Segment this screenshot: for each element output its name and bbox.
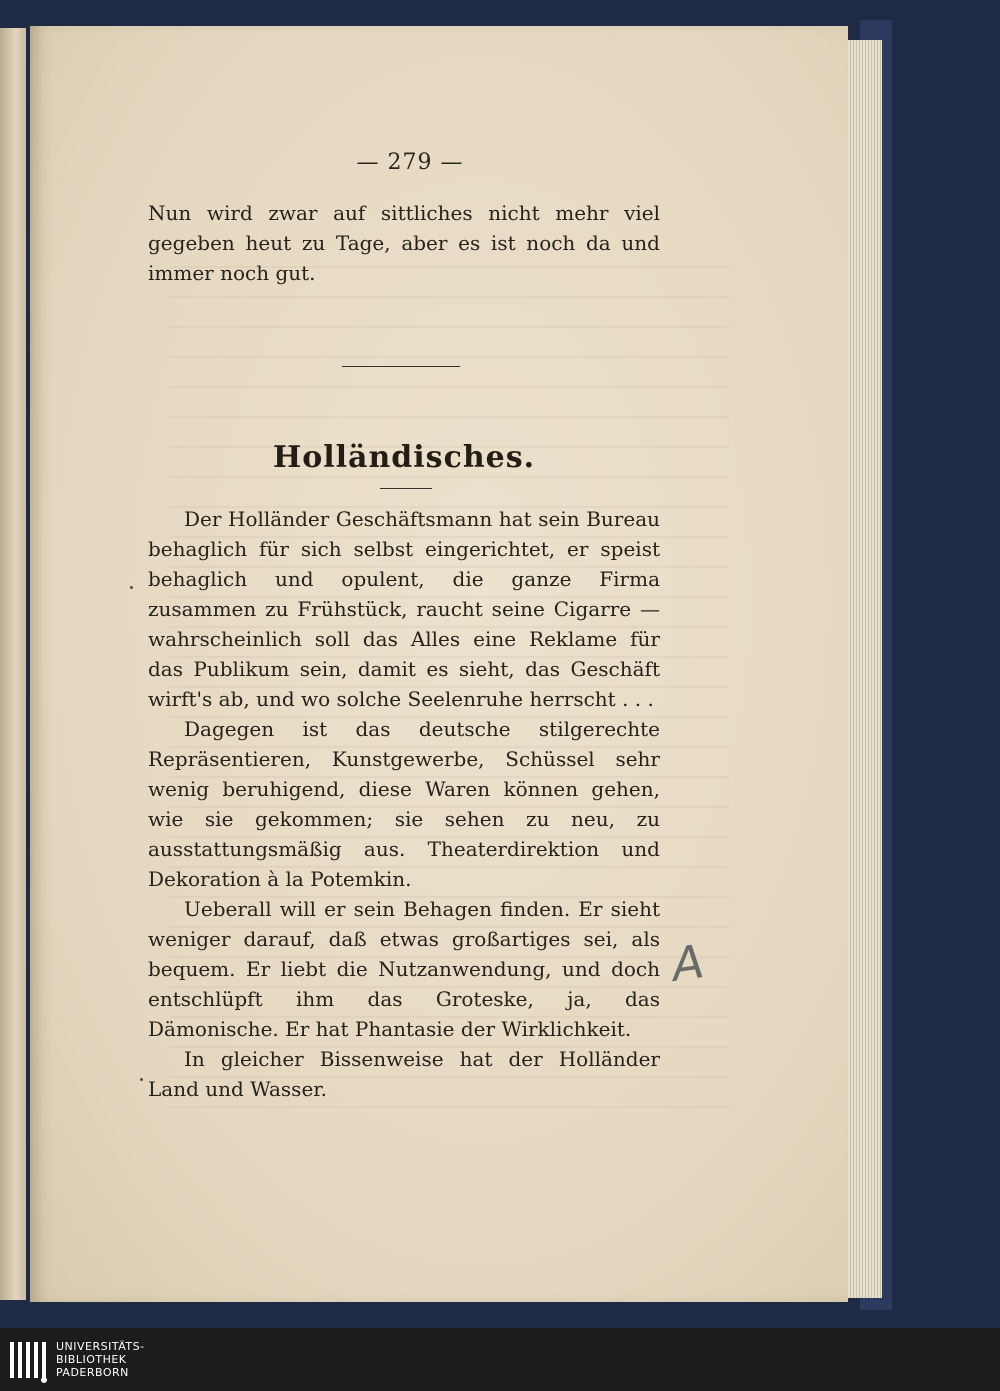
page-number: — 279 — [356, 150, 464, 175]
paragraph-text: Der Holländer Geschäftsmann hat sein Bureau behaglich für sich selbst eingerichtet, er speist behaglich und opulent, die ganze Firma zusammen zu Frühstück, raucht seine Cigarre — wahrscheinlich soll das Alles eine Reklame für das Publikum sein, damit es sieht, das Geschäft wirft's ab, und wo solche Seelenruhe herrscht . . . [148, 507, 660, 711]
section-body [148, 504, 660, 1104]
logo-line: BIBLIOTHEK [56, 1353, 127, 1366]
library-footer [0, 1328, 1000, 1391]
stray-mark [140, 1078, 143, 1081]
page-stack-edges [842, 40, 882, 1298]
paragraph-text: In gleicher Bissenweise hat der Holländer Land und Wasser. [148, 1047, 660, 1101]
left-page-edge [0, 28, 26, 1300]
logo-line: PADERBORN [56, 1366, 129, 1379]
pencil-margin-annotation: A [668, 934, 708, 992]
section-divider [342, 366, 460, 367]
stray-mark [130, 586, 133, 589]
heading-underline [380, 488, 432, 489]
logo-line: UNIVERSITÄTS- [56, 1340, 145, 1353]
opening-paragraph [148, 198, 660, 288]
section-heading: Holländisches. [272, 440, 536, 475]
library-logo-text [56, 1340, 145, 1379]
paragraph-text: Dagegen ist das deutsche stilgerechte Repräsentieren, Kunstgewerbe, Schüssel sehr wenig beruhigend, diese Waren können gehen, wie sie gekommen; sie sehen zu neu, zu ausstattungsmäßig aus. Theaterdirektion und Dekoration à la Potemkin. [148, 717, 660, 891]
paragraph-text: Ueberall will er sein Behagen finden. Er sieht weniger darauf, daß etwas großartiges sei, als bequem. Er liebt die Nutzanwendung, und doch entschlüpft ihm das Groteske, ja, das Dämonische. Er hat Phantasie der Wirklichkeit. [148, 897, 660, 1041]
library-logo-icon [8, 1338, 48, 1384]
paragraph-text: Nun wird zwar auf sittliches nicht mehr viel gegeben heut zu Tage, aber es ist noch da und immer noch gut. [148, 201, 660, 285]
